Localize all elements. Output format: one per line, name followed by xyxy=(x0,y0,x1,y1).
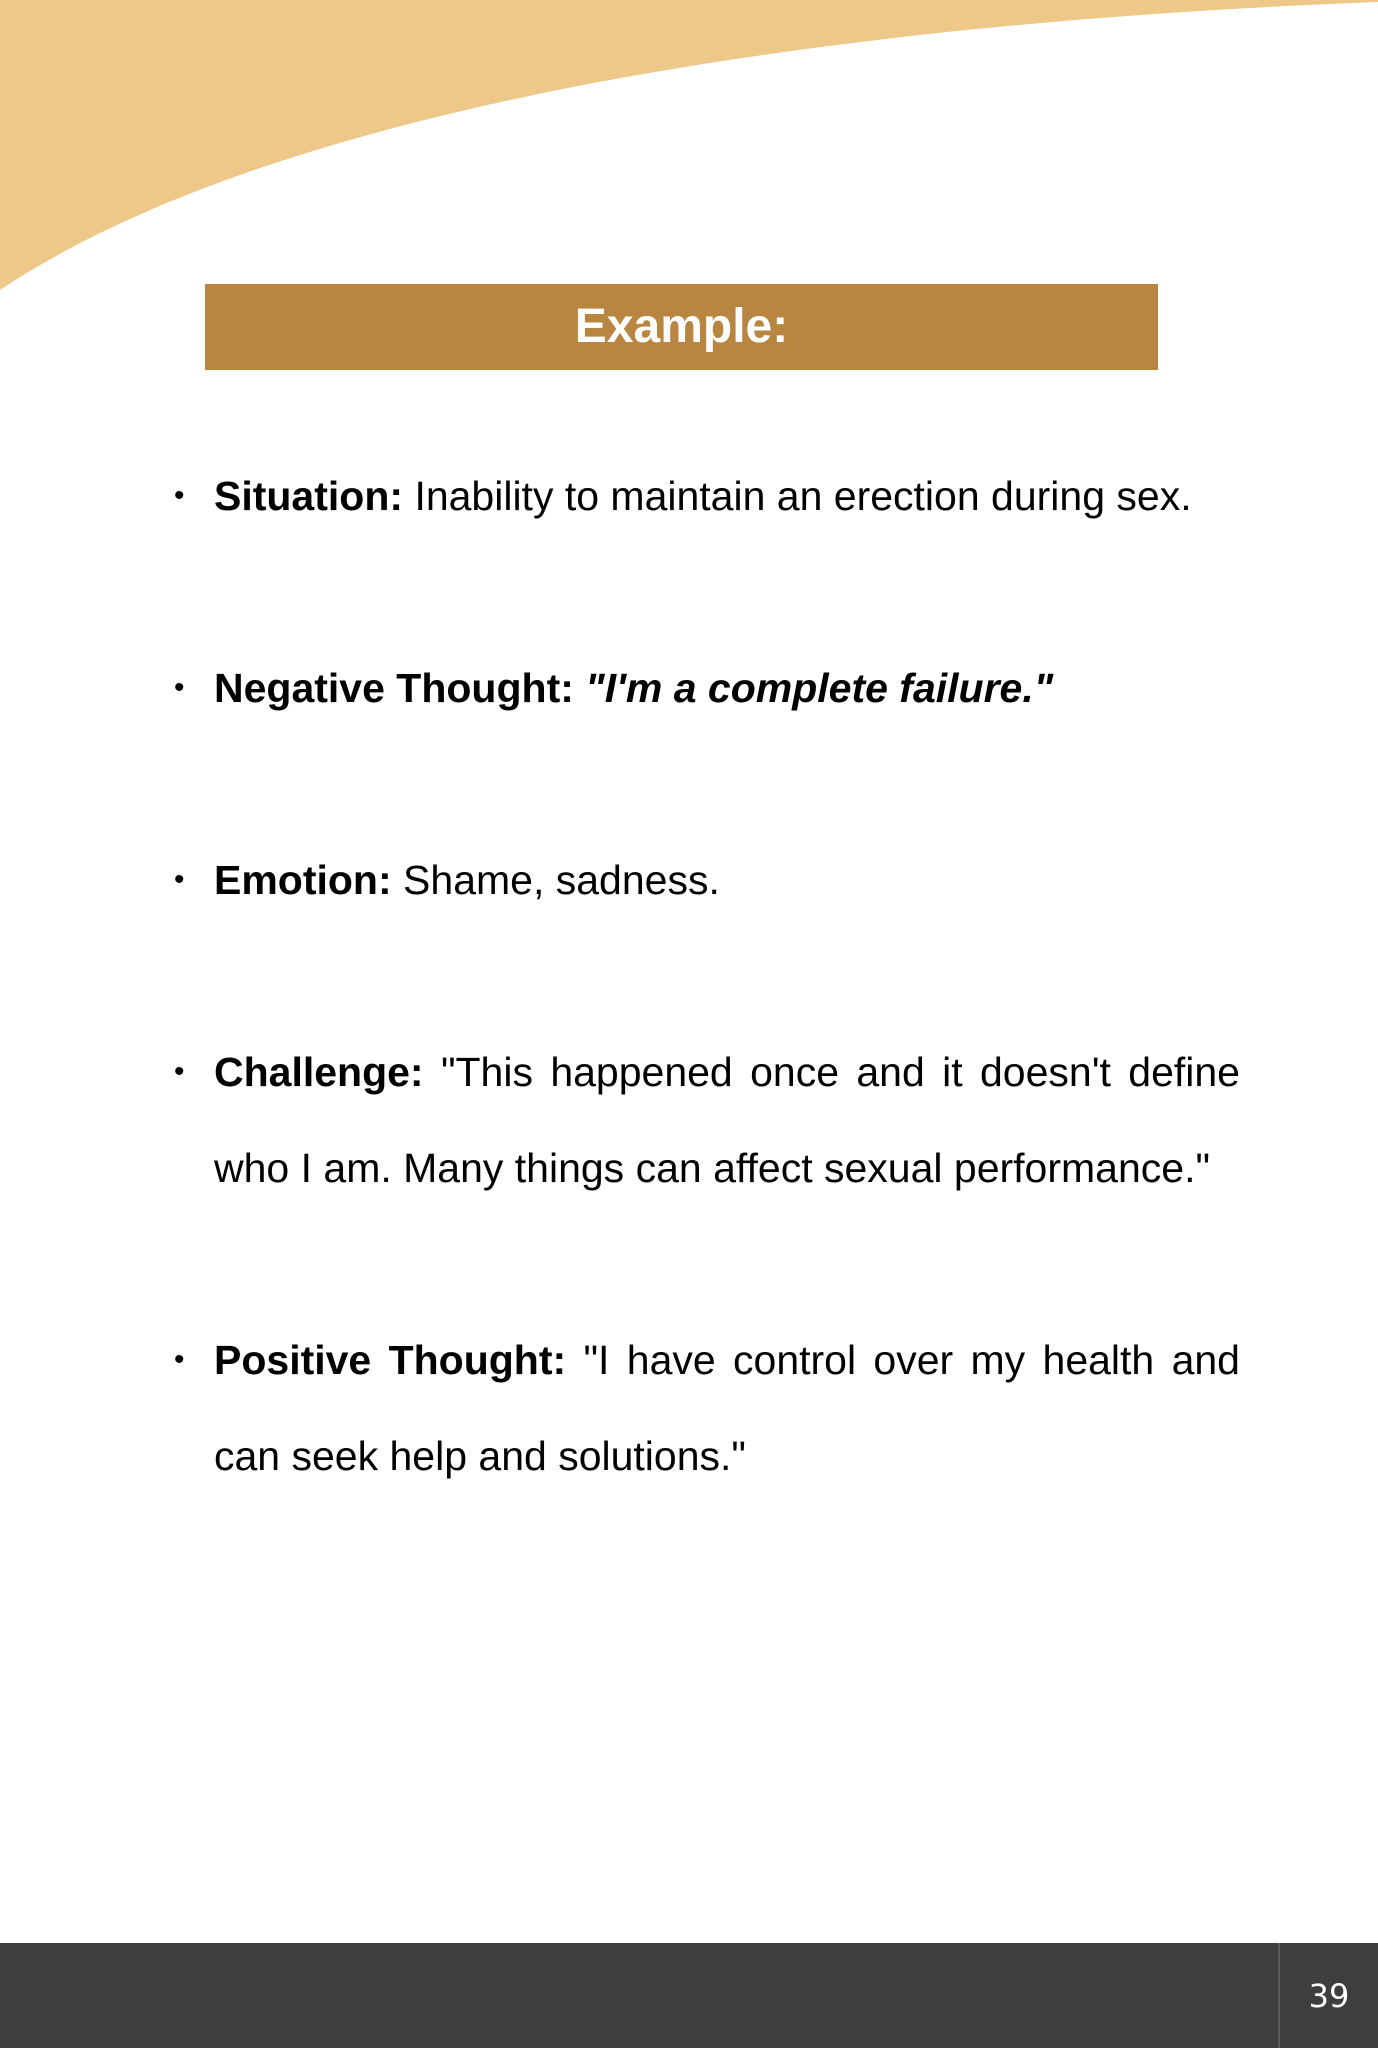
item-label: Situation: xyxy=(214,473,404,519)
item-text: Shame, sadness. xyxy=(403,857,720,903)
list-item-emotion xyxy=(170,832,1240,928)
bullet-icon: • xyxy=(174,863,185,896)
item-text: "I have control over my health and can seek help and solutions." xyxy=(214,1337,1240,1479)
bullet-icon: • xyxy=(174,671,185,704)
bullet-icon: • xyxy=(174,1343,185,1376)
page-number: 39 xyxy=(1308,1976,1350,2015)
list-item-situation xyxy=(170,448,1240,544)
item-label: Emotion: xyxy=(214,857,392,903)
item-text: Inability to maintain an erection during sex. xyxy=(414,473,1192,519)
top-wave-decoration xyxy=(0,0,1378,300)
item-label: Negative Thought: xyxy=(214,665,574,711)
example-banner xyxy=(205,284,1158,370)
list-item-positive-thought xyxy=(170,1312,1240,1504)
item-text: "This happened once and it doesn't define who I am. Many things can affect sexual performance." xyxy=(214,1049,1240,1191)
bullet-icon: • xyxy=(174,479,185,512)
list-item-negative-thought xyxy=(170,640,1240,736)
bullet-icon: • xyxy=(174,1055,185,1088)
list-item-challenge xyxy=(170,1024,1240,1216)
item-text: "I'm a complete failure." xyxy=(585,665,1054,711)
example-list xyxy=(170,448,1240,1504)
item-label: Positive Thought: xyxy=(214,1337,567,1383)
page-number-box xyxy=(1278,1943,1378,2048)
footer-bar xyxy=(0,1943,1378,2048)
banner-title: Example: xyxy=(574,300,789,353)
item-label: Challenge: xyxy=(214,1049,424,1095)
